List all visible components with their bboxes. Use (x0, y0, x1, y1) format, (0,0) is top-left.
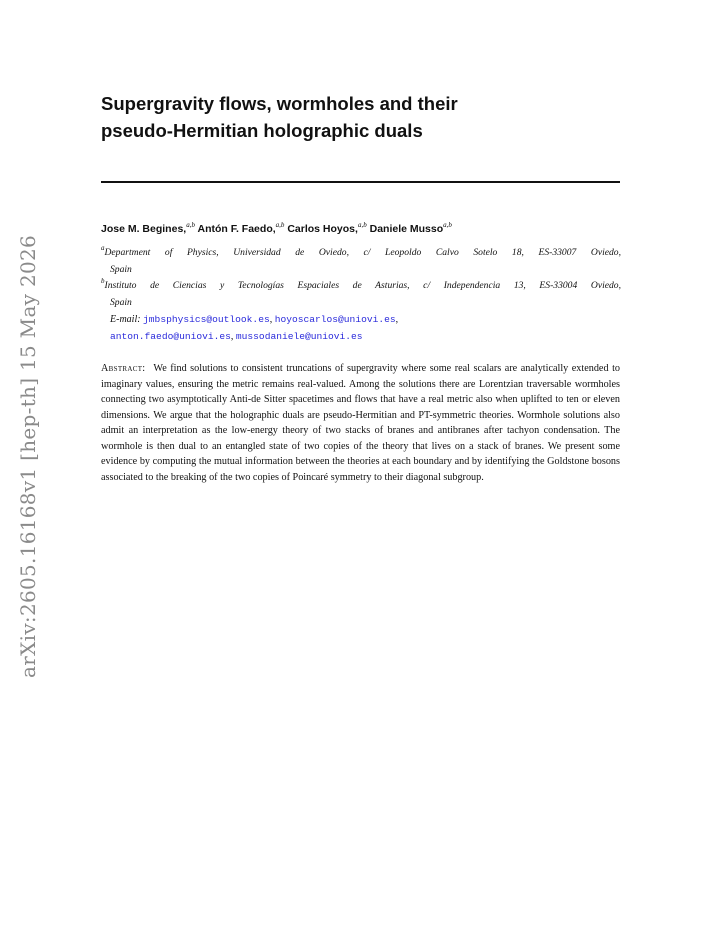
abstract-text: We find solutions to consistent truncations of supergravity where some real scalars are analytically extended to imaginary values, ensuring the metric remains real-valued. Among the solutions there are Lorentzian traversable wormholes connecting two asymptotically Anti-de Sitter spacetimes and flows that have a real metric also when uplifted to ten or eleven dimensions. We argue that the holographic duals are pseudo-Hermitian and PT-symmetric theories. Wormhole solutions also admit an interpretation as the low-energy theory of two stacks of branes and antibranes after tachyon condensation. The wormhole is then dual to an entangled state of two copies of the theory that lives on a stack of branes. We present some evidence by computing the mutual information between the theories at each boundary and by identifying the Goldstone bosons associated to the breaking of the two copies of Poincaré symmetry to their diagonal subgroup. (101, 363, 620, 483)
author-affiliation-mark: a,b (443, 221, 452, 229)
abstract-label: Abstract: (101, 363, 146, 374)
paper-title (101, 90, 621, 144)
author-list (101, 222, 621, 236)
email-label: E-mail: (110, 314, 141, 325)
title-line-1: Supergravity flows, wormholes and their (101, 93, 458, 114)
affiliation-country: Spain (110, 263, 132, 275)
author-name: Carlos Hoyos, (287, 223, 358, 235)
affiliation-item (101, 245, 621, 278)
email-block: E-mail: jmbsphysics@outlook.es, hoyoscarlos@uniovi.es, anton.faedo@uniovi.es, mussodaniele@uniovi.es (110, 314, 399, 342)
author-name: Jose M. Begines, (101, 223, 187, 235)
email-link[interactable]: mussodaniele@uniovi.es (235, 330, 363, 342)
author-name: Daniele Musso (369, 223, 444, 235)
author-affiliation-mark: a,b (275, 221, 285, 229)
affiliation-item (101, 278, 621, 311)
email-link[interactable]: anton.faedo@uniovi.es (110, 330, 231, 342)
email-link[interactable]: hoyoscarlos@uniovi.es (274, 314, 396, 325)
affiliation-text: Instituto de Ciencias y Tecnologías Espaciales de Asturias, c/ Independencia 13, ES-33004 Oviedo, (104, 280, 621, 291)
abstract (101, 361, 620, 485)
affiliation-list (101, 245, 621, 311)
arxiv-identifier[interactable]: arXiv:2605.16168v1 [hep-th] 15 May 2026 (16, 234, 40, 678)
affiliation-mark: a (101, 244, 105, 252)
affiliation-mark: b (101, 277, 105, 285)
title-line-2: pseudo-Hermitian holographic duals (101, 120, 423, 141)
author-name: Antón F. Faedo, (197, 223, 276, 235)
email-link[interactable]: jmbsphysics@outlook.es (143, 314, 270, 325)
affiliation-country: Spain (110, 296, 132, 308)
title-rule (101, 181, 620, 183)
author-affiliation-mark: a,b (357, 221, 367, 229)
affiliation-text: Department of Physics, Universidad de Oviedo, c/ Leopoldo Calvo Sotelo 18, ES-33007 Oviedo, (104, 247, 621, 258)
author-affiliation-mark: a,b (186, 221, 195, 229)
